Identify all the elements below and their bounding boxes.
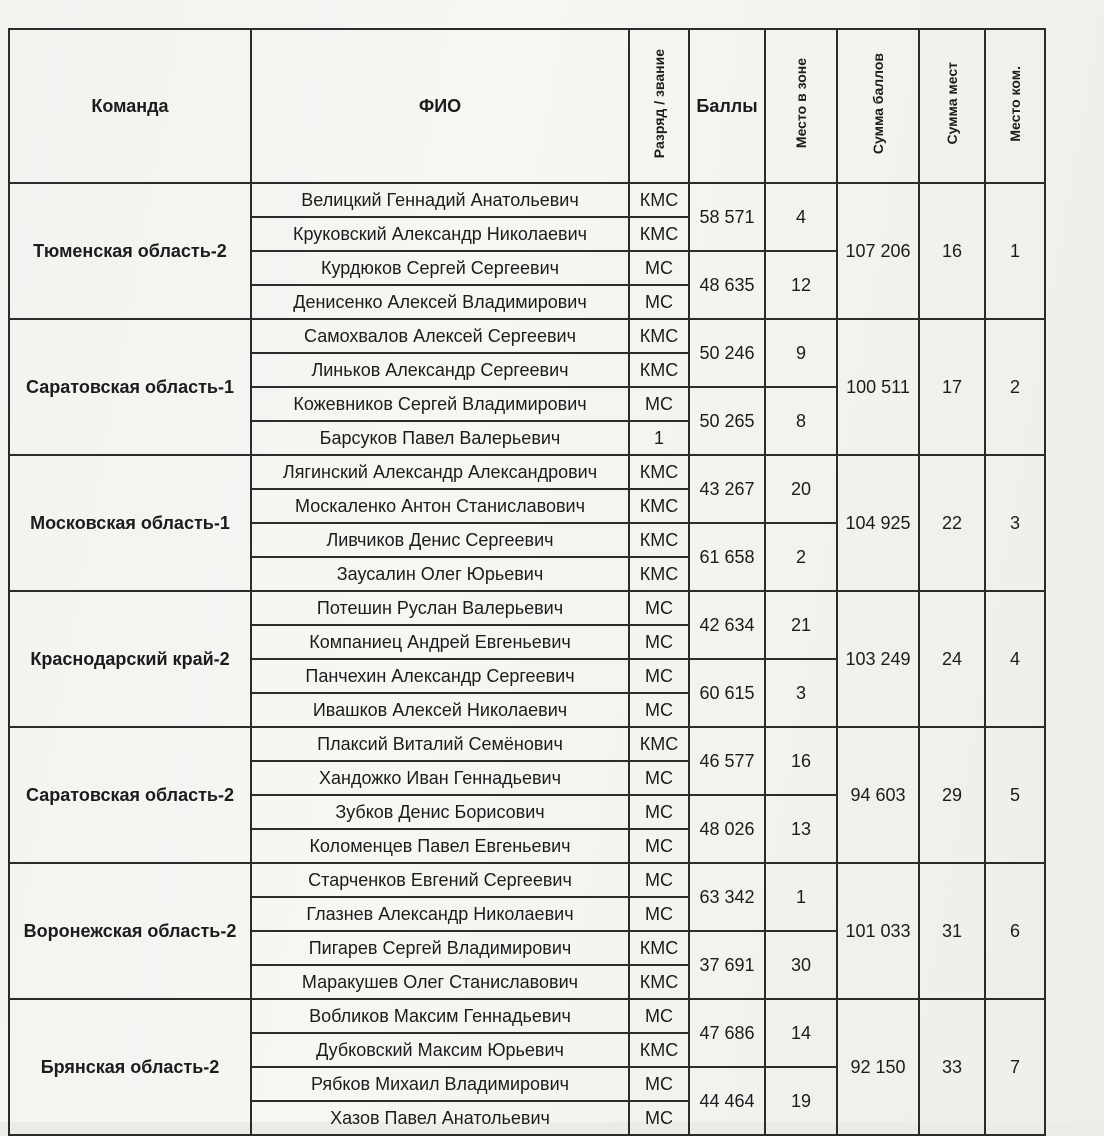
member-rank: МС bbox=[629, 387, 689, 421]
table-row bbox=[9, 727, 1045, 761]
table-row bbox=[9, 591, 1045, 625]
team-sum-places: 17 bbox=[919, 319, 985, 455]
pair-zone-place: 1 bbox=[765, 863, 837, 931]
member-rank: КМС bbox=[629, 965, 689, 999]
team-name: Саратовская область-2 bbox=[9, 727, 251, 863]
team-sum-points: 101 033 bbox=[837, 863, 919, 999]
team-sum-points: 92 150 bbox=[837, 999, 919, 1135]
team-sum-places: 33 bbox=[919, 999, 985, 1135]
table-row bbox=[9, 183, 1045, 217]
pair-zone-place: 30 bbox=[765, 931, 837, 999]
team-sum-places: 24 bbox=[919, 591, 985, 727]
table-row bbox=[9, 455, 1045, 489]
header-team-place: Место ком. bbox=[1007, 65, 1023, 142]
member-name: Потешин Руслан Валерьевич bbox=[251, 591, 629, 625]
team-name: Воронежская область-2 bbox=[9, 863, 251, 999]
member-name: Старченков Евгений Сергеевич bbox=[251, 863, 629, 897]
pair-zone-place: 21 bbox=[765, 591, 837, 659]
team-place: 2 bbox=[985, 319, 1045, 455]
member-rank: МС bbox=[629, 625, 689, 659]
pair-zone-place: 4 bbox=[765, 183, 837, 251]
header-rank: Разряд / звание bbox=[651, 48, 667, 159]
member-name: Дубковский Максим Юрьевич bbox=[251, 1033, 629, 1067]
member-rank: МС bbox=[629, 693, 689, 727]
pair-points: 43 267 bbox=[689, 455, 765, 523]
member-name: Глазнев Александр Николаевич bbox=[251, 897, 629, 931]
pair-zone-place: 12 bbox=[765, 251, 837, 319]
team-sum-places: 22 bbox=[919, 455, 985, 591]
member-rank: МС bbox=[629, 591, 689, 625]
header-zone-place: Место в зоне bbox=[793, 58, 809, 149]
pair-points: 44 464 bbox=[689, 1067, 765, 1135]
member-name: Маракушев Олег Станиславович bbox=[251, 965, 629, 999]
team-place: 3 bbox=[985, 455, 1045, 591]
member-name: Круковский Александр Николаевич bbox=[251, 217, 629, 251]
member-rank: 1 bbox=[629, 421, 689, 455]
pair-points: 47 686 bbox=[689, 999, 765, 1067]
member-rank: КМС bbox=[629, 557, 689, 591]
member-rank: МС bbox=[629, 251, 689, 285]
team-sum-points: 103 249 bbox=[837, 591, 919, 727]
pair-points: 50 246 bbox=[689, 319, 765, 387]
member-name: Ивашков Алексей Николаевич bbox=[251, 693, 629, 727]
pair-zone-place: 3 bbox=[765, 659, 837, 727]
header-sum-points: Сумма баллов bbox=[870, 52, 886, 155]
team-place: 6 bbox=[985, 863, 1045, 999]
team-name: Московская область-1 bbox=[9, 455, 251, 591]
pair-points: 46 577 bbox=[689, 727, 765, 795]
header-points: Баллы bbox=[689, 29, 765, 183]
pair-points: 61 658 bbox=[689, 523, 765, 591]
header-sum-places: Сумма мест bbox=[944, 62, 960, 145]
member-name: Компаниец Андрей Евгеньевич bbox=[251, 625, 629, 659]
member-name: Самохвалов Алексей Сергеевич bbox=[251, 319, 629, 353]
table-row bbox=[9, 319, 1045, 353]
pair-points: 58 571 bbox=[689, 183, 765, 251]
table-body bbox=[9, 183, 1045, 1135]
pair-zone-place: 16 bbox=[765, 727, 837, 795]
member-rank: МС bbox=[629, 999, 689, 1033]
pair-points: 60 615 bbox=[689, 659, 765, 727]
member-rank: МС bbox=[629, 795, 689, 829]
pair-zone-place: 14 bbox=[765, 999, 837, 1067]
pair-points: 42 634 bbox=[689, 591, 765, 659]
team-sum-places: 31 bbox=[919, 863, 985, 999]
team-sum-points: 100 511 bbox=[837, 319, 919, 455]
member-name: Ливчиков Денис Сергеевич bbox=[251, 523, 629, 557]
member-name: Заусалин Олег Юрьевич bbox=[251, 557, 629, 591]
team-name: Саратовская область-1 bbox=[9, 319, 251, 455]
member-name: Велицкий Геннадий Анатольевич bbox=[251, 183, 629, 217]
member-name: Плаксий Виталий Семёнович bbox=[251, 727, 629, 761]
team-place: 5 bbox=[985, 727, 1045, 863]
member-rank: МС bbox=[629, 659, 689, 693]
team-sum-points: 104 925 bbox=[837, 455, 919, 591]
member-rank: КМС bbox=[629, 489, 689, 523]
table-row bbox=[9, 999, 1045, 1033]
member-rank: КМС bbox=[629, 353, 689, 387]
member-name: Лягинский Александр Александрович bbox=[251, 455, 629, 489]
member-name: Панчехин Александр Сергеевич bbox=[251, 659, 629, 693]
team-sum-places: 16 bbox=[919, 183, 985, 319]
team-name: Тюменская область-2 bbox=[9, 183, 251, 319]
member-rank: МС bbox=[629, 829, 689, 863]
team-place: 4 bbox=[985, 591, 1045, 727]
pair-zone-place: 8 bbox=[765, 387, 837, 455]
pair-zone-place: 20 bbox=[765, 455, 837, 523]
member-name: Зубков Денис Борисович bbox=[251, 795, 629, 829]
member-name: Рябков Михаил Владимирович bbox=[251, 1067, 629, 1101]
member-rank: КМС bbox=[629, 183, 689, 217]
pair-zone-place: 9 bbox=[765, 319, 837, 387]
member-rank: КМС bbox=[629, 931, 689, 965]
member-rank: КМС bbox=[629, 319, 689, 353]
team-place: 1 bbox=[985, 183, 1045, 319]
member-name: Кожевников Сергей Владимирович bbox=[251, 387, 629, 421]
member-name: Курдюков Сергей Сергеевич bbox=[251, 251, 629, 285]
member-rank: КМС bbox=[629, 727, 689, 761]
header-fio: ФИО bbox=[251, 29, 629, 183]
member-rank: КМС bbox=[629, 1033, 689, 1067]
member-rank: МС bbox=[629, 285, 689, 319]
member-name: Вобликов Максим Геннадьевич bbox=[251, 999, 629, 1033]
member-rank: МС bbox=[629, 1101, 689, 1135]
member-rank: КМС bbox=[629, 217, 689, 251]
pair-points: 48 635 bbox=[689, 251, 765, 319]
pair-points: 48 026 bbox=[689, 795, 765, 863]
team-place: 7 bbox=[985, 999, 1045, 1135]
member-name: Денисенко Алексей Владимирович bbox=[251, 285, 629, 319]
member-name: Хандожко Иван Геннадьевич bbox=[251, 761, 629, 795]
member-name: Хазов Павел Анатольевич bbox=[251, 1101, 629, 1135]
member-name: Москаленко Антон Станиславович bbox=[251, 489, 629, 523]
pair-points: 50 265 bbox=[689, 387, 765, 455]
team-sum-places: 29 bbox=[919, 727, 985, 863]
pair-zone-place: 19 bbox=[765, 1067, 837, 1135]
pair-zone-place: 2 bbox=[765, 523, 837, 591]
header-team: Команда bbox=[9, 29, 251, 183]
member-rank: МС bbox=[629, 761, 689, 795]
pair-zone-place: 13 bbox=[765, 795, 837, 863]
header-row bbox=[9, 29, 1045, 183]
team-sum-points: 107 206 bbox=[837, 183, 919, 319]
member-name: Барсуков Павел Валерьевич bbox=[251, 421, 629, 455]
results-table bbox=[8, 28, 1046, 1136]
member-rank: МС bbox=[629, 1067, 689, 1101]
team-name: Краснодарский край-2 bbox=[9, 591, 251, 727]
pair-points: 37 691 bbox=[689, 931, 765, 999]
member-rank: МС bbox=[629, 863, 689, 897]
team-name: Брянская область-2 bbox=[9, 999, 251, 1135]
member-rank: КМС bbox=[629, 455, 689, 489]
pair-points: 63 342 bbox=[689, 863, 765, 931]
member-name: Коломенцев Павел Евгеньевич bbox=[251, 829, 629, 863]
member-rank: КМС bbox=[629, 523, 689, 557]
member-name: Пигарев Сергей Владимирович bbox=[251, 931, 629, 965]
table-row bbox=[9, 863, 1045, 897]
member-name: Линьков Александр Сергеевич bbox=[251, 353, 629, 387]
team-sum-points: 94 603 bbox=[837, 727, 919, 863]
member-rank: МС bbox=[629, 897, 689, 931]
